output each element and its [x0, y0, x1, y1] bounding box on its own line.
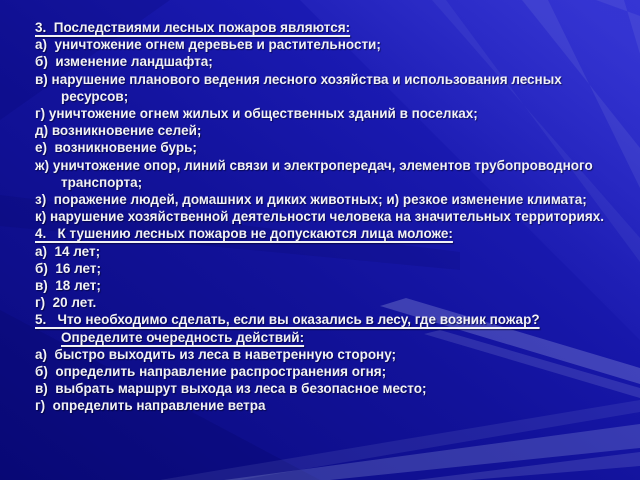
text-line: ресурсов; — [61, 88, 129, 104]
text-line: з) поражение людей, домашних и диких животных; и) резкое изменение климата; — [35, 192, 587, 208]
text-line: а) 14 лет; — [35, 243, 101, 259]
text-line: в) нарушение планового ведения лесного хозяйства и использования лесных — [35, 71, 562, 87]
text-line: г) уничтожение огнем жилых и общественных зданий в поселках; — [35, 106, 478, 122]
text-line: б) определить направление распространения огня; — [35, 364, 387, 380]
text-line: в) 18 лет; — [35, 278, 101, 294]
question-heading: 5. Что необходимо сделать, если вы оказались в лесу, где возник пожар? — [35, 312, 540, 328]
text-line: транспорта; — [61, 174, 143, 190]
text-line: в) выбрать маршрут выхода из леса в безопасное место; — [35, 381, 427, 397]
text-line: г) определить направление ветра — [35, 398, 266, 414]
text-line: б) изменение ландшафта; — [35, 54, 213, 70]
text-line: а) уничтожение огнем деревьев и растительности; — [35, 37, 381, 53]
text-line: г) 20 лет. — [35, 295, 97, 311]
question-heading: 3. Последствиями лесных пожаров являются: — [35, 20, 351, 35]
text-line: б) 16 лет; — [35, 260, 101, 276]
text-line: д) возникновение селей; — [35, 123, 202, 139]
text-line: ж) уничтожение опор, линий связи и электропередач, элементов трубопроводного — [35, 157, 593, 173]
question-heading: Определите очередность действий: — [61, 329, 305, 345]
text-line: а) быстро выходить из леса в наветренную сторону; — [35, 346, 397, 362]
question-heading: 4. К тушению лесных пожаров не допускаются лица моложе: — [35, 226, 453, 242]
text-line: к) нарушение хозяйственной деятельности человека на значительных территориях. — [35, 209, 604, 225]
text-line: е) возникновение бурь; — [35, 140, 197, 156]
